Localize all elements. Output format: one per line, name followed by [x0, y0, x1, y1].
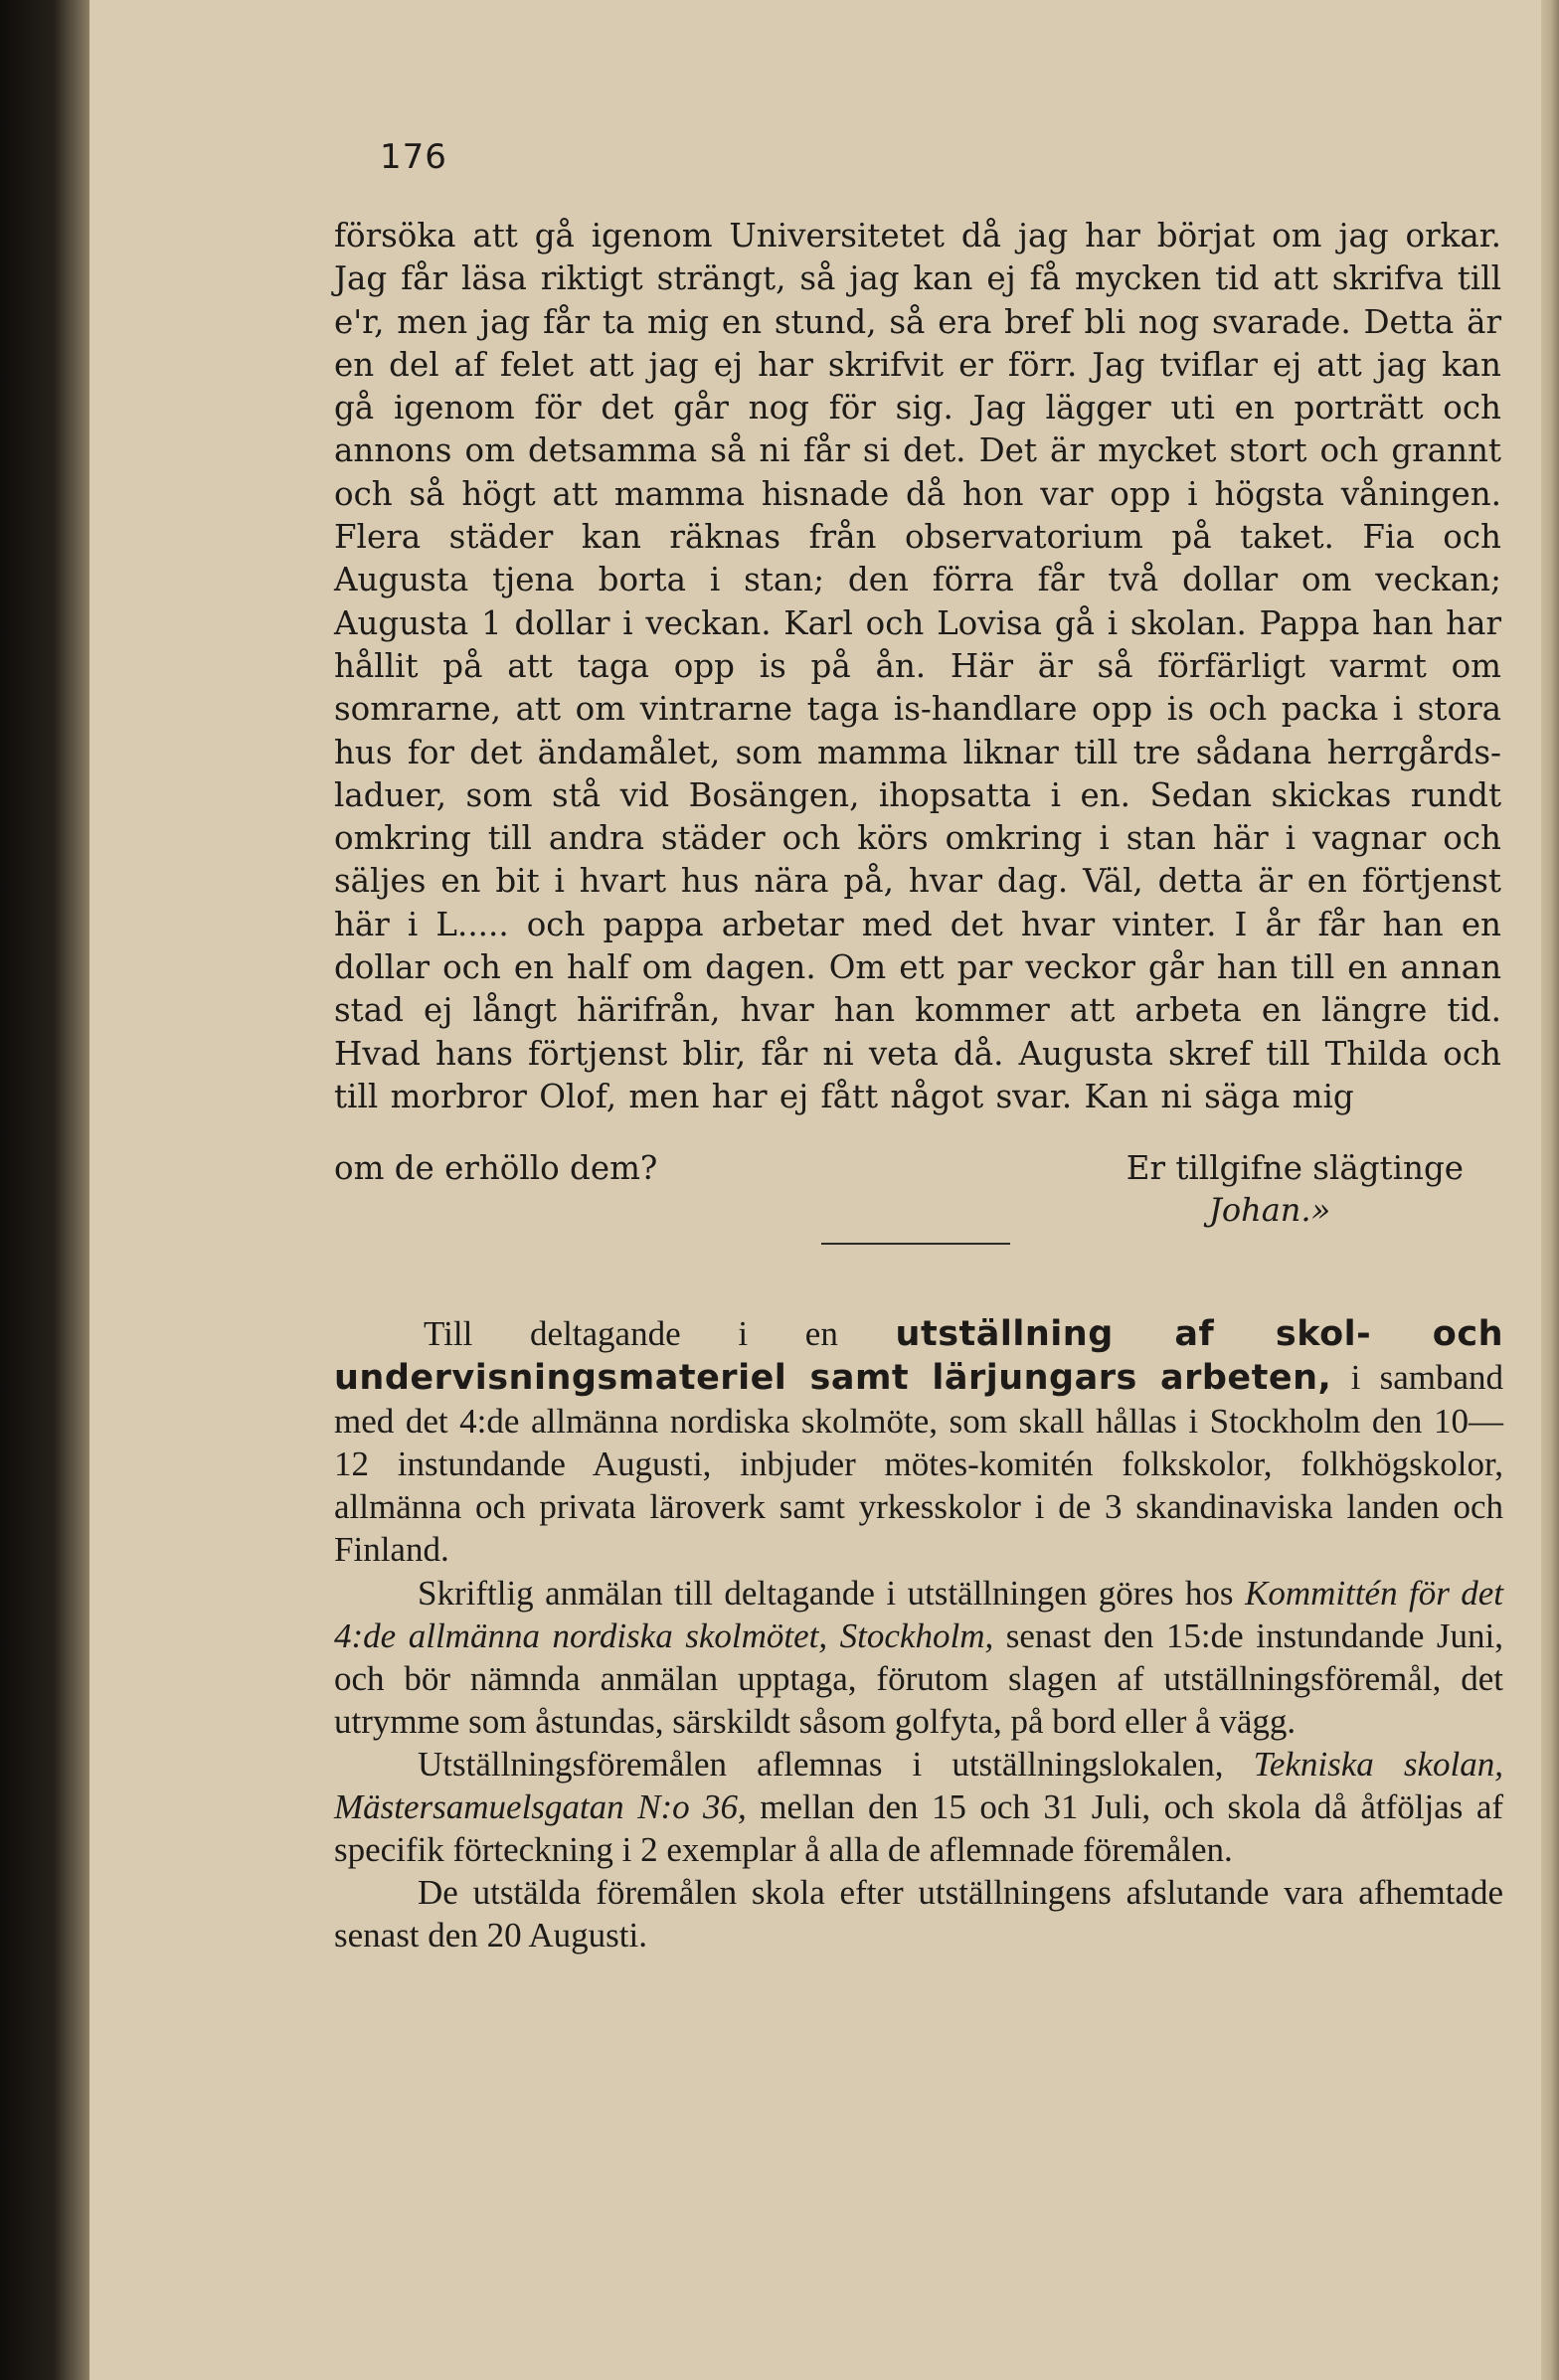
letter-text: försöka att gå igenom Universitetet då jag har börjat om jag orkar. Jag får läsa riktigt strängt, så jag kan ej få mycken tid att skrifva till e'r, men jag får ta mig en stund, så era bref bli nog svarade. Detta är en del af felet att jag ej har skrifvit er förr. Jag tviflar ej att jag kan gå igenom för det går nog för sig. Jag lägger uti en porträtt och annons om detsamma så ni får si det. Det är mycket stort och grannt och så högt att mamma hisnade då hon var opp i högsta våningen. Flera städer kan räknas från observatorium på taket. Fia och Augusta tjena borta i stan; den förra får två dollar om veckan; Augusta 1 dollar i veckan. Karl och Lovisa gå i skolan. Pappa han har hållit på att taga opp is på ån. Här är så förfärligt varmt om somrarne, att om vintrarne taga is-handlare opp is och packa i stora hus for det ändamålet, som mamma liknar till tre sådana herrgårds-laduer, som stå vid Bosängen, ihopsatta i en. Sedan skickas rundt omkring till andra städer och körs omkring i stan här i vagnar och säljes en bit i hvart hus nära på, hvar dag. Väl, detta är en förtjenst här i L..... och pappa arbetar med det hvar vinter. I år får han en dollar och en half om dagen. Om ett par veckor går han till en annan stad ej långt härifrån, hvar han kommer att arbeta en längre tid. Hvad hans förtjenst blir, får ni veta då. Augusta skref till Thilda och till morbror Olof, men har ej fått något svar. Kan ni säga mig	[334, 217, 1501, 1115]
notice-p1-rest: i samband med det 4:de allmänna nordiska skolmöte, som skall hållas i Stockholm den 10—12 instundande Augusti, inbjuder mötes-komitén folkskolor, folkhögskolor, allmänna och privata läroverk samt yrkesskolor i de 3 skandinaviska landen och Finland.	[334, 1358, 1504, 1570]
notice-paragraph-3	[334, 1743, 1503, 1871]
letter-signature: Johan.»	[1209, 1191, 1331, 1229]
notice-p2-rest: senast den 15:de instundande Juni, och bör nämnda anmälan upptaga, förutom slagen af utställningsföremål, det utrymme som åstundas, särskildt såsom golfyta, på bord eller å vägg.	[334, 1615, 1504, 1741]
notice-paragraph-2	[334, 1572, 1503, 1743]
letter-valediction: Er tillgifne slägtinge	[1126, 1149, 1464, 1187]
letter-closing-question: om de erhöllo dem?	[334, 1149, 658, 1187]
notice-p1-lead: Till deltagande i en	[424, 1314, 838, 1353]
notice-p3-italic: Tekniska skolan, Mästersamuelsgatan N:o 36,	[334, 1744, 1503, 1827]
book-binding-shadow	[0, 0, 89, 2380]
notice-paragraph-1	[334, 1312, 1503, 1572]
notice-p2-lead: Skriftlig anmälan till deltagande i utställningen göres hos	[418, 1573, 1234, 1613]
exhibition-notice	[334, 1312, 1503, 1956]
notice-p3-rest: mellan den 15 och 31 Juli, och skola då åtföljas af specifik förteckning i 2 exemplar å alla de aflemnade föremålen.	[334, 1787, 1504, 1870]
letter-body	[334, 215, 1501, 1118]
notice-p1-bold: utställning af skol- och undervisningsmateriel samt lärjungars arbeten,	[334, 1314, 1504, 1399]
notice-paragraph-4: De utstälda föremålen skola efter utställningens afslutande vara afhemtade senast den 20 Augusti.	[334, 1873, 1503, 1955]
notice-p2-italic: Kommittén för det 4:de allmänna nordiska skolmötet, Stockholm,	[334, 1573, 1503, 1655]
page-edge	[1541, 0, 1559, 2380]
page-number: 176	[380, 137, 447, 177]
section-divider	[821, 1243, 1010, 1245]
letter-closing	[334, 1147, 1501, 1190]
notice-p3-lead: Utställningsföremålen aflemnas i utställningslokalen,	[418, 1744, 1224, 1784]
